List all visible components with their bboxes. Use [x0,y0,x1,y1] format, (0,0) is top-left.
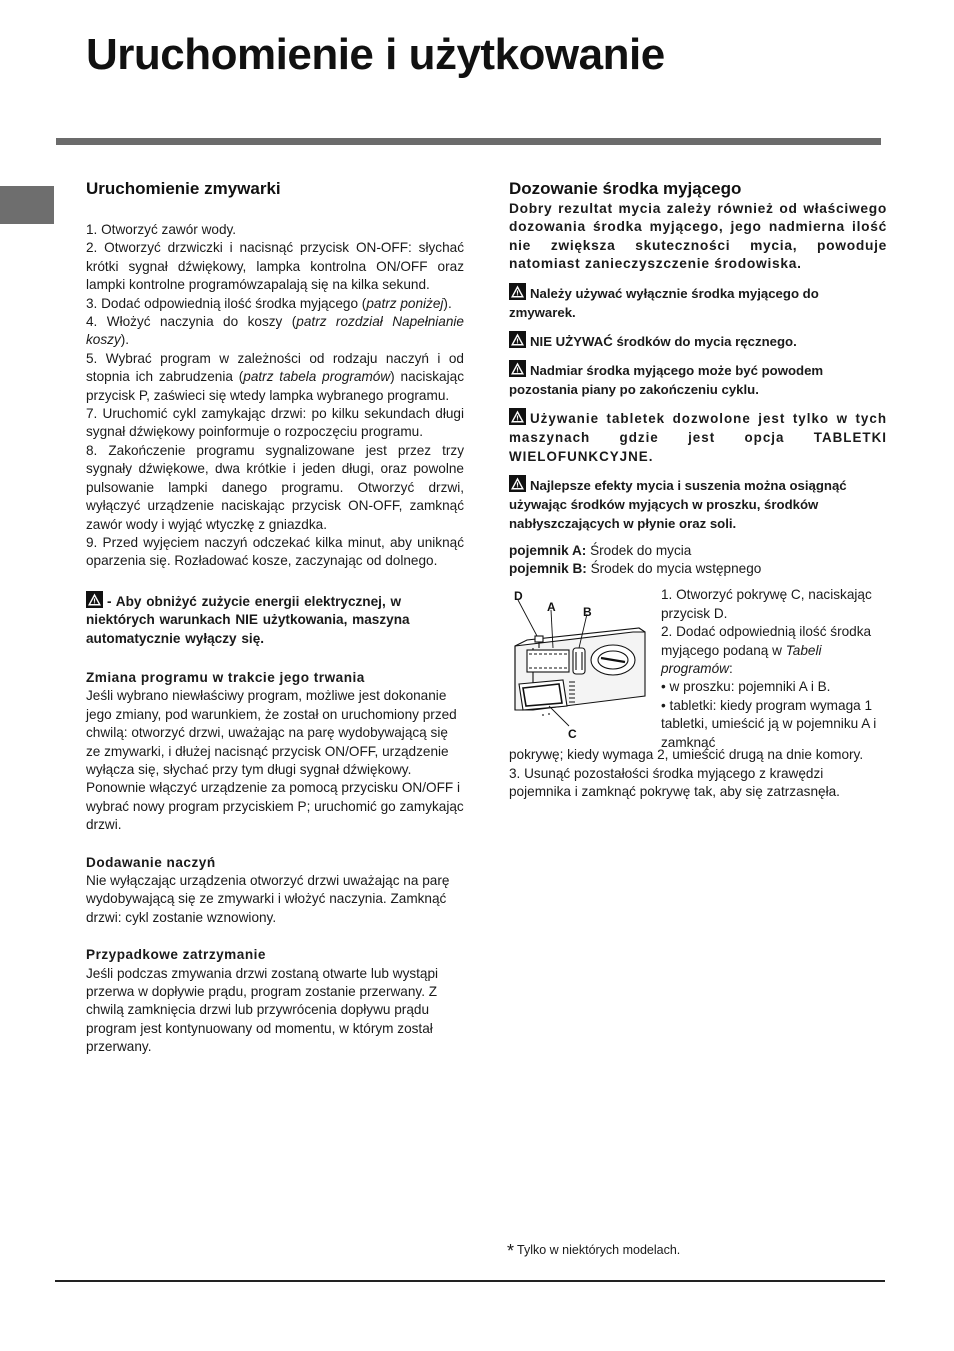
instruction-powder: • w proszku: pojemniki A i B. [661,679,831,695]
instruction-tablet-continued: pokrywę; kiedy wymaga 2, umieścić drugą na dnie komory. [509,747,864,763]
warning-icon [509,408,526,425]
step-5: 5. Wybrać program w zależności od rodzaju naczyń i od stopnia ich zabrudzenia (patrz tabela programów) naciskając przycisk P, zaświeci się wtedy lampka wybranego programu. [86,350,464,403]
note-no-hand-wash: NIE UŻYWAĆ środków do mycia ręcznego. [509,331,887,351]
label-a: A [547,600,556,615]
add-heading: Dodawanie naczyń [86,854,216,870]
instruction-1: 1. Otworzyć pokrywę C, naciskając przycisk D. [661,587,872,621]
step-2: 2. Otworzyć drzwiczki i nacisnąć przycisk ON-OFF: słychać krótki sygnał dźwiękowy, lampka kontrolna ON/OFF oraz lampki kontrolne programówzapalają się na kilka sekund. [86,240,464,293]
stop-section [86,946,464,1056]
detergent-intro: Dobry rezultat mycia zależy również od właściwego dozowania środka myjącego, jego nadmierna ilość nie zwiększa skuteczności mycia, powoduje natomiast zanieczyszczenie środowiska. [509,201,887,272]
container-legend [509,542,887,579]
footnote [507,1241,680,1262]
warning-icon [509,331,526,348]
add-text: Nie wyłączając urządzenia otworzyć drzwi uważając na parę wydobywającą się ze zmywarki i włożyć naczynia. Zamknąć drzwi: cykl zostanie wznowiony. [86,873,450,925]
warning-icon [509,360,526,377]
change-text: Jeśli wybrano niewłaściwy program, możliwe jest dokonanie jego zmiany, pod warunkiem, że został on uruchomiony przed chwilą: otworzyć drzwi, uważając na parę wydobywającą się ze zmywarki, i dłużej nacisnąć przycisk ON/OFF, urządzenie wyłącza się, słychać przy tym długi sygnał dźwiękowy. Ponownie włączyć urządzenie za pomocą przycisku ON/OFF i wybrać nowy program przyciskiem P; uruchomić go zamykając drzwi. [86,688,464,833]
note-best-results: Najlepsze efekty mycia i suszenia można osiągnąć używając środków myjących w proszku, środków nabłyszczających w płynie oraz soli. [509,475,887,533]
left-column [86,178,464,1057]
warning-icon [509,475,526,492]
step-3: 3. Dodać odpowiednią ilość środka myjącego (patrz poniżej). [86,295,452,311]
note-excess-foam: Nadmiar środka myjącego może być powodem pozostania piany po zakończeniu cyklu. [509,360,887,399]
label-d: D [514,589,523,604]
instruction-2: 2. Dodać odpowiednią ilość środka myjącego podaną w Tabeli programów: [661,624,872,677]
container-a: pojemnik A: Środek do mycia [509,542,692,558]
warning-icon [86,591,103,608]
note-dishwasher-detergent: Należy używać wyłącznie środka myjącego do zmywarek. [509,283,887,322]
dispenser-block [509,586,887,750]
change-section [86,669,464,835]
page-title: Uruchomienie i użytkowanie [86,30,665,79]
add-section [86,854,464,928]
stop-text: Jeśli podczas zmywania drzwi zostaną otwarte lub wystąpi przerwa w dopływie prądu, program zostanie przerwany. Z chwilą zamknięcia drzwi lub przywrócenia dopływu prądu program jest kontynuowany od momentu, w którym został przerwany. [86,965,439,1055]
instruction-3: 3. Usunąć pozostałości środka myjącego z krawędzi pojemnika i zamknąć pokrywę tak, aby się zatrzasnęła. [509,765,840,800]
footnote-star: * [507,1241,515,1261]
footnote-text: Tylko w niektórych modelach. [517,1243,681,1257]
right-column [509,178,887,802]
change-heading: Zmiana programu w trakcie jego trwania [86,669,365,685]
bottom-rule [55,1280,885,1282]
step-4: 4. Włożyć naczynia do koszy (patrz rozdział Napełnianie koszy). [86,314,464,348]
detergent-heading: Dozowanie środka myjącego [509,179,742,198]
title-rule [56,138,881,145]
energy-note: - Aby obniżyć zużycie energii elektrycznej, w niektórych warunkach NIE użytkowania, maszyna automatycznie wyłączy się. [86,591,464,648]
start-heading: Uruchomienie zmywarki [86,179,281,198]
warning-icon [509,283,526,300]
step-9: 9. Przed wyjęciem naczyń odczekać kilka minut, aby uniknąć oparzenia się. Rozładować kosze, zaczynając od dolnego. [86,534,464,569]
detergent-dispenser-diagram [513,588,649,738]
dispenser-instructions [661,586,887,752]
step-1: 1. Otworzyć zawór wody. [86,222,237,237]
label-b: B [583,605,592,620]
instruction-tablet: • tabletki: kiedy program wymaga 1 tabletki, umieścić ją w pojemniku A i zamknąć [661,697,877,750]
step-8: 8. Zakończenie programu sygnalizowane jest przez trzy sygnały dźwiękowe, dwa krótkie i jeden długi, oraz powolne pulsowanie lampki danego programu. Otworzyć drzwi, wyłączyć urządzenie naciskając przycisk ON-OFF, zamknąć zawór wody i wyjąć wtyczkę z gniazdka. [86,442,464,532]
stop-heading: Przypadkowe zatrzymanie [86,947,266,963]
note-tablets: Używanie tabletek dozwolone jest tylko w tych maszynach gdzie jest opcja TABLETKI WIELOFUNKCYJNE. [509,408,887,466]
start-steps [86,221,464,571]
language-tab [0,186,54,224]
step-7: 7. Uruchomić cykl zamykając drzwi: po kilku sekundach długi sygnał dźwiękowy poinformuje o rozpoczęciu programu. [86,406,464,440]
container-b: pojemnik B: Środek do mycia wstępnego [509,561,762,577]
label-c: C [568,727,577,739]
